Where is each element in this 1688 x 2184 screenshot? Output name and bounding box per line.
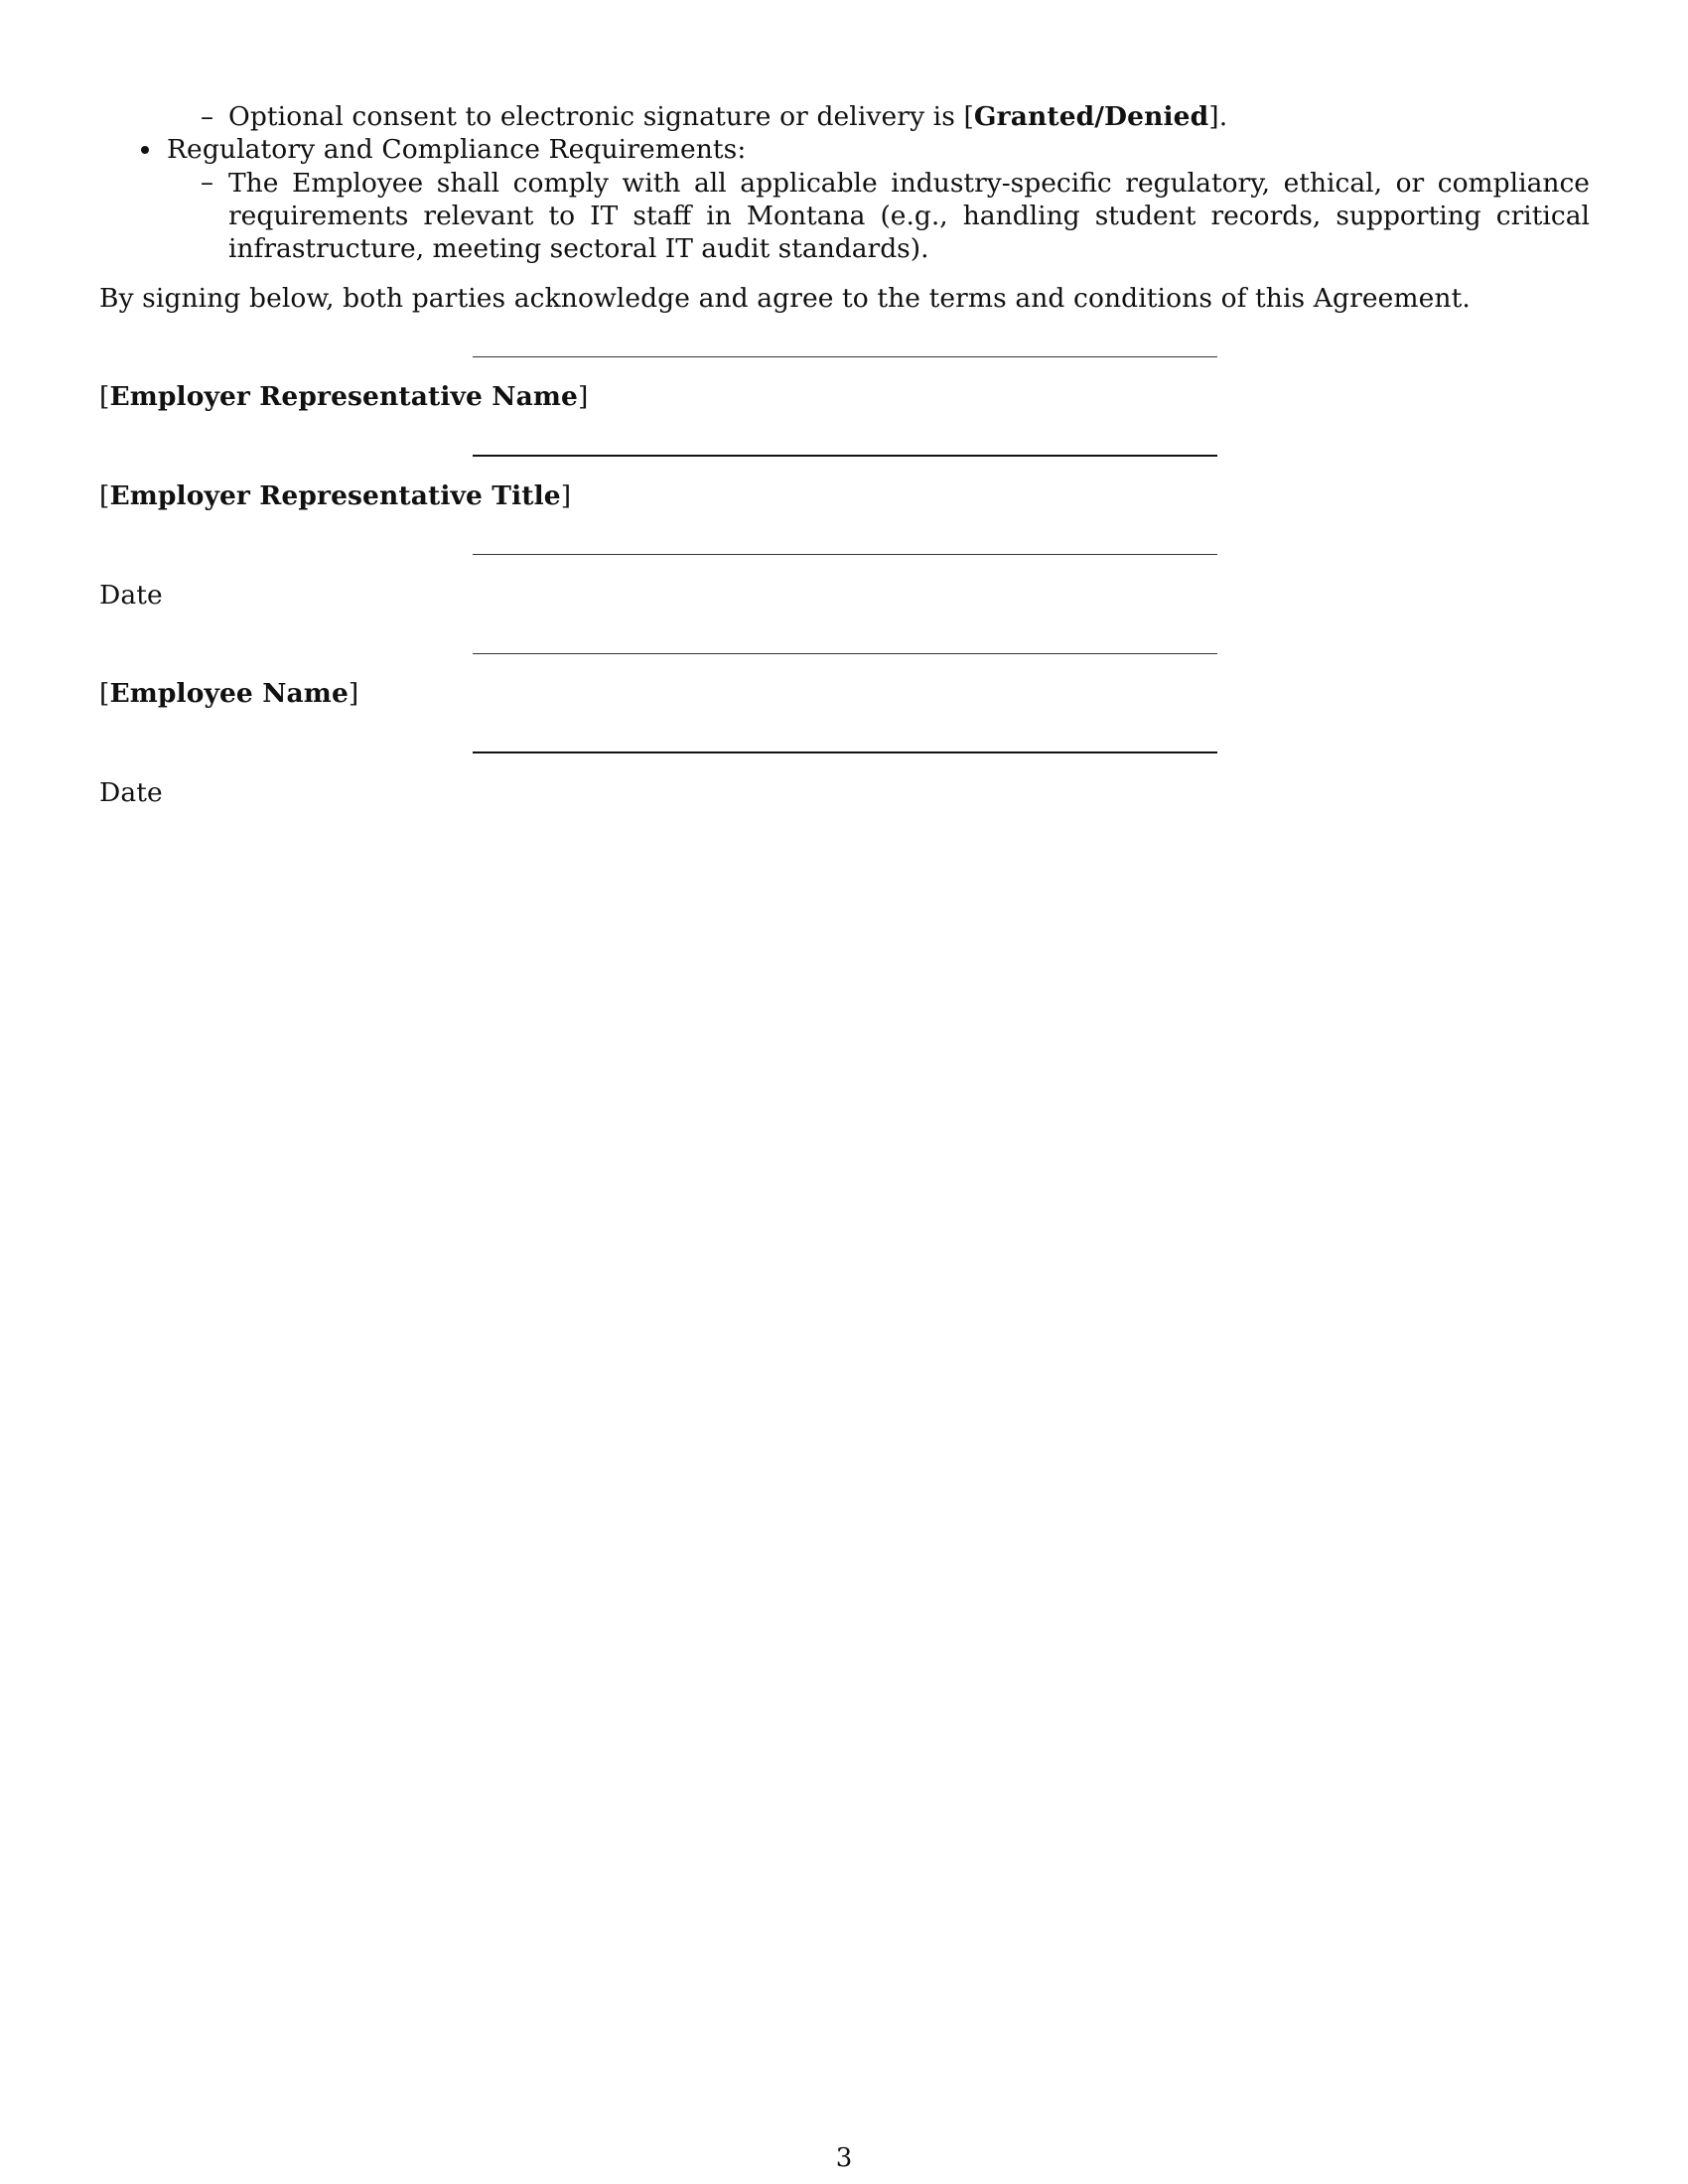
employer-date-label: Date	[99, 580, 163, 611]
employer-rep-name-label: [Employer Representative Name]	[99, 381, 589, 412]
consent-value: Granted/Denied	[973, 101, 1209, 132]
bracket-open: [	[963, 101, 974, 132]
signature-line-employer-title	[473, 455, 1217, 457]
signature-line-employer-name	[473, 356, 1217, 357]
bullet-dot	[141, 146, 149, 154]
acknowledgement-text: By signing below, both parties acknowledge and agree to the terms and conditions of this Agreement.	[99, 283, 1471, 314]
employer-rep-title-label: [Employer Representative Title]	[99, 480, 572, 511]
consent-suffix: .	[1218, 101, 1228, 132]
signature-line-employee-date	[473, 751, 1217, 753]
consent-prefix: Optional consent to electronic signature or delivery is	[228, 101, 964, 132]
dash-bullet: –	[201, 102, 213, 132]
regulatory-paragraph: The Employee shall comply with all applicable industry-specific regulatory, ethical, or compliance requirements relevant to IT staff in Montana (e.g., handling student records, supporting critical infrastructure, meeting sectoral IT audit standards).	[228, 168, 1590, 264]
employee-date-label: Date	[99, 777, 163, 808]
consent-line	[228, 101, 1227, 133]
regulatory-heading: Regulatory and Compliance Requirements:	[167, 134, 747, 165]
signature-line-employee-name	[473, 653, 1217, 654]
bracket-close: ]	[1208, 101, 1219, 132]
employee-name-label: [Employee Name]	[99, 678, 359, 709]
dash-bullet: –	[201, 168, 213, 198]
page-number: 3	[835, 2143, 853, 2173]
signature-line-employer-date	[473, 554, 1217, 555]
